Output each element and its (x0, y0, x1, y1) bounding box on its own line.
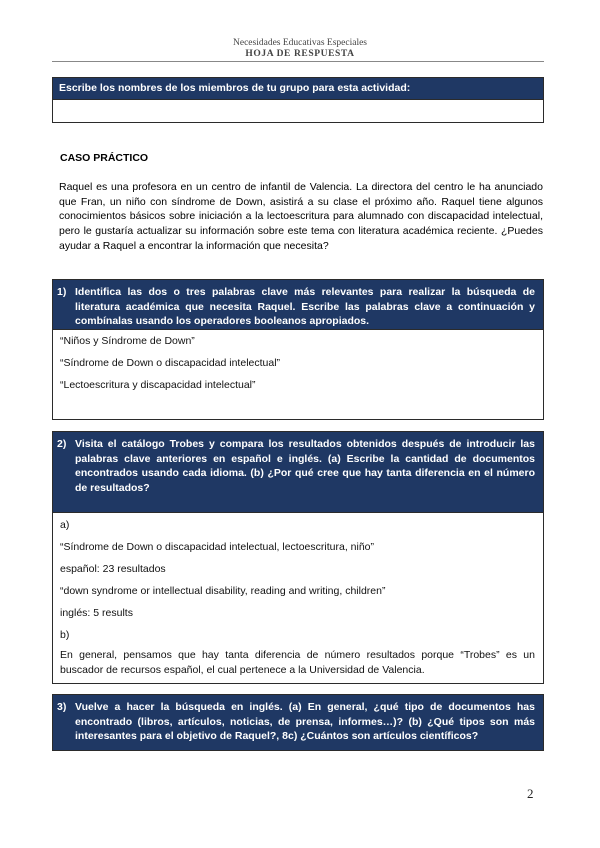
question-3-header (53, 695, 543, 750)
group-members-prompt: Escribe los nombres de los miembros de tu grupo para esta actividad: (53, 78, 543, 100)
answer-line: “down syndrome or intellectual disability, reading and writing, children” (60, 585, 386, 597)
answer-line: español: 23 resultados (60, 563, 166, 575)
question-1-number: 1) (57, 286, 67, 298)
question-2-box (52, 431, 544, 684)
document-subtitle: Necesidades Educativas Especiales (233, 38, 367, 48)
question-1-text: Identifica las dos o tres palabras clave más relevantes para realizar la búsqueda de literatura académica que necesita Raquel. Escribe las palabras clave a continuación y combínalas usando los operadores booleanos apropiados. (75, 286, 535, 327)
question-2-text: Visita el catálogo Trobes y compara los resultados obtenidos después de introducir las palabras clave anteriores en español e inglés. (a) Escribe la cantidad de documentos encontrados usando cada idioma. (b) ¿Por qué cree que hay tanta diferencia en el número de resultados? (75, 438, 535, 494)
case-title: CASO PRÁCTICO (60, 152, 149, 164)
header-divider (52, 61, 544, 62)
question-3-number: 3) (57, 701, 67, 713)
group-members-box (52, 77, 544, 123)
group-members-field[interactable] (53, 100, 543, 122)
question-2-header (53, 432, 543, 513)
answer-paragraph: En general, pensamos que hay tanta diferencia de número resultados porque “Trobes” es un buscador de recursos español, el cual pertenece a la Universidad de Valencia. (60, 649, 535, 676)
answer-line: a) (60, 519, 70, 531)
answer-line: “Síndrome de Down o discapacidad intelectual, lectoescritura, niño” (60, 541, 375, 553)
question-3-box (52, 694, 544, 751)
page-number: 2 (527, 786, 534, 801)
question-1-box (52, 279, 544, 420)
answer-line: “Síndrome de Down o discapacidad intelectual” (60, 357, 281, 369)
question-3-text: Vuelve a hacer la búsqueda en inglés. (a) En general, ¿qué tipo de documentos has encontrado (libros, artículos, noticias, de prensa, informes…)? (b) ¿Qué tipos son más interesantes para el objetivo de Raquel?, 8c) ¿Cuántos son artículos científicos? (75, 701, 535, 742)
answer-line: inglés: 5 results (60, 607, 133, 619)
question-2-number: 2) (57, 438, 67, 450)
question-1-header (53, 280, 543, 330)
answer-line: “Niños y Síndrome de Down” (60, 335, 195, 347)
answer-line: b) (60, 629, 70, 641)
document-title: HOJA DE RESPUESTA (245, 49, 355, 59)
case-description: Raquel es una profesora en un centro de infantil de Valencia. La directora del centro le ha anunciado que Fran, un niño con síndrome de Down, asistirá a su clase el próximo año. Raquel tiene algunos conocimientos básicos sobre iniciación a la lectoescritura para alumnado con discapacidad intelectual, pero le gustaría actualizar su información sobre este tema con literatura académica reciente. ¿Puedes ayudar a Raquel a encontrar la información que necesita? (59, 181, 543, 252)
answer-line: “Lectoescritura y discapacidad intelectual” (60, 379, 256, 391)
